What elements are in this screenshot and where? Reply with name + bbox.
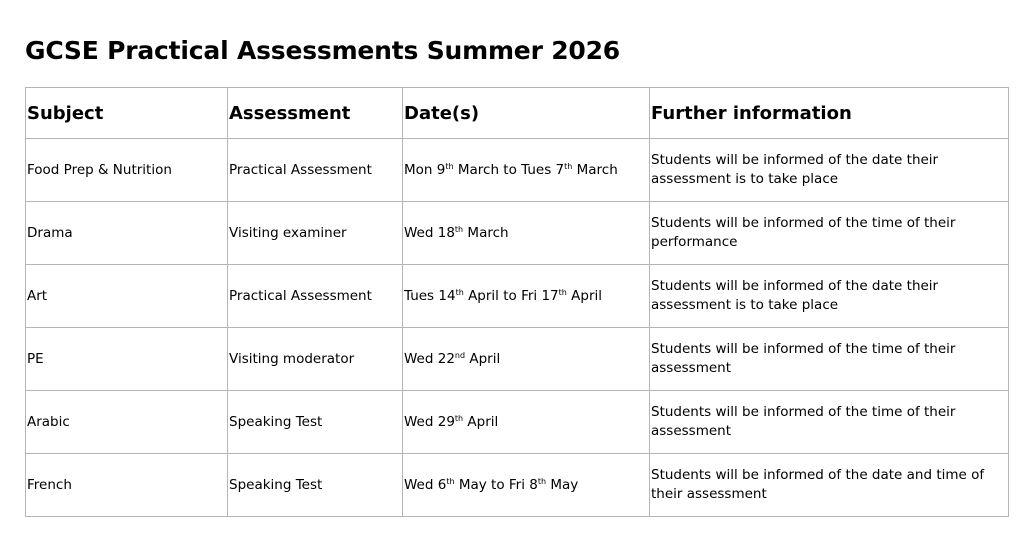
cell-dates: Wed 18th March: [403, 202, 650, 265]
cell-subject: Arabic: [26, 391, 228, 454]
cell-dates: Tues 14th April to Fri 17th April: [403, 265, 650, 328]
assessment-table: [25, 87, 1009, 517]
cell-further-information: Students will be informed of the date and time of their assessment: [650, 454, 1009, 517]
ordinal-suffix: th: [558, 288, 567, 297]
cell-dates: Wed 29th April: [403, 391, 650, 454]
table-header-row: [26, 88, 1009, 139]
cell-assessment: Visiting examiner: [228, 202, 403, 265]
cell-further-information: Students will be informed of the time of their assessment: [650, 391, 1009, 454]
ordinal-suffix: th: [454, 414, 464, 423]
table-row: [26, 454, 1009, 517]
cell-subject: French: [26, 454, 228, 517]
cell-assessment: Visiting moderator: [228, 328, 403, 391]
cell-assessment: Speaking Test: [228, 391, 403, 454]
cell-dates: Wed 6th May to Fri 8th May: [403, 454, 650, 517]
cell-further-information: Students will be informed of the date their assessment is to take place: [650, 139, 1009, 202]
table-row: [26, 265, 1009, 328]
cell-subject: Drama: [26, 202, 228, 265]
cell-further-information: Students will be informed of the date their assessment is to take place: [650, 265, 1009, 328]
cell-subject: Food Prep & Nutrition: [26, 139, 228, 202]
cell-dates: Wed 22nd April: [403, 328, 650, 391]
ordinal-suffix: th: [537, 477, 547, 486]
header-dates: Date(s): [403, 88, 650, 139]
cell-assessment: Practical Assessment: [228, 139, 403, 202]
table-row: [26, 391, 1009, 454]
ordinal-suffix: th: [455, 288, 464, 297]
cell-subject: PE: [26, 328, 228, 391]
cell-subject: Art: [26, 265, 228, 328]
cell-assessment: Practical Assessment: [228, 265, 403, 328]
header-subject: Subject: [26, 88, 228, 139]
table-row: [26, 202, 1009, 265]
cell-further-information: Students will be informed of the time of their assessment: [650, 328, 1009, 391]
table-row: [26, 328, 1009, 391]
table-row: [26, 139, 1009, 202]
page-title: GCSE Practical Assessments Summer 2026: [25, 36, 620, 65]
header-further-information: Further information: [650, 88, 1009, 139]
ordinal-suffix: th: [446, 477, 455, 486]
cell-assessment: Speaking Test: [228, 454, 403, 517]
cell-further-information: Students will be informed of the time of their performance: [650, 202, 1009, 265]
cell-dates: Mon 9th March to Tues 7th March: [403, 139, 650, 202]
ordinal-suffix: nd: [454, 351, 466, 360]
ordinal-suffix: th: [454, 225, 464, 234]
table-body: [26, 139, 1009, 517]
header-assessment: Assessment: [228, 88, 403, 139]
ordinal-suffix: th: [564, 162, 573, 171]
ordinal-suffix: th: [445, 162, 454, 171]
